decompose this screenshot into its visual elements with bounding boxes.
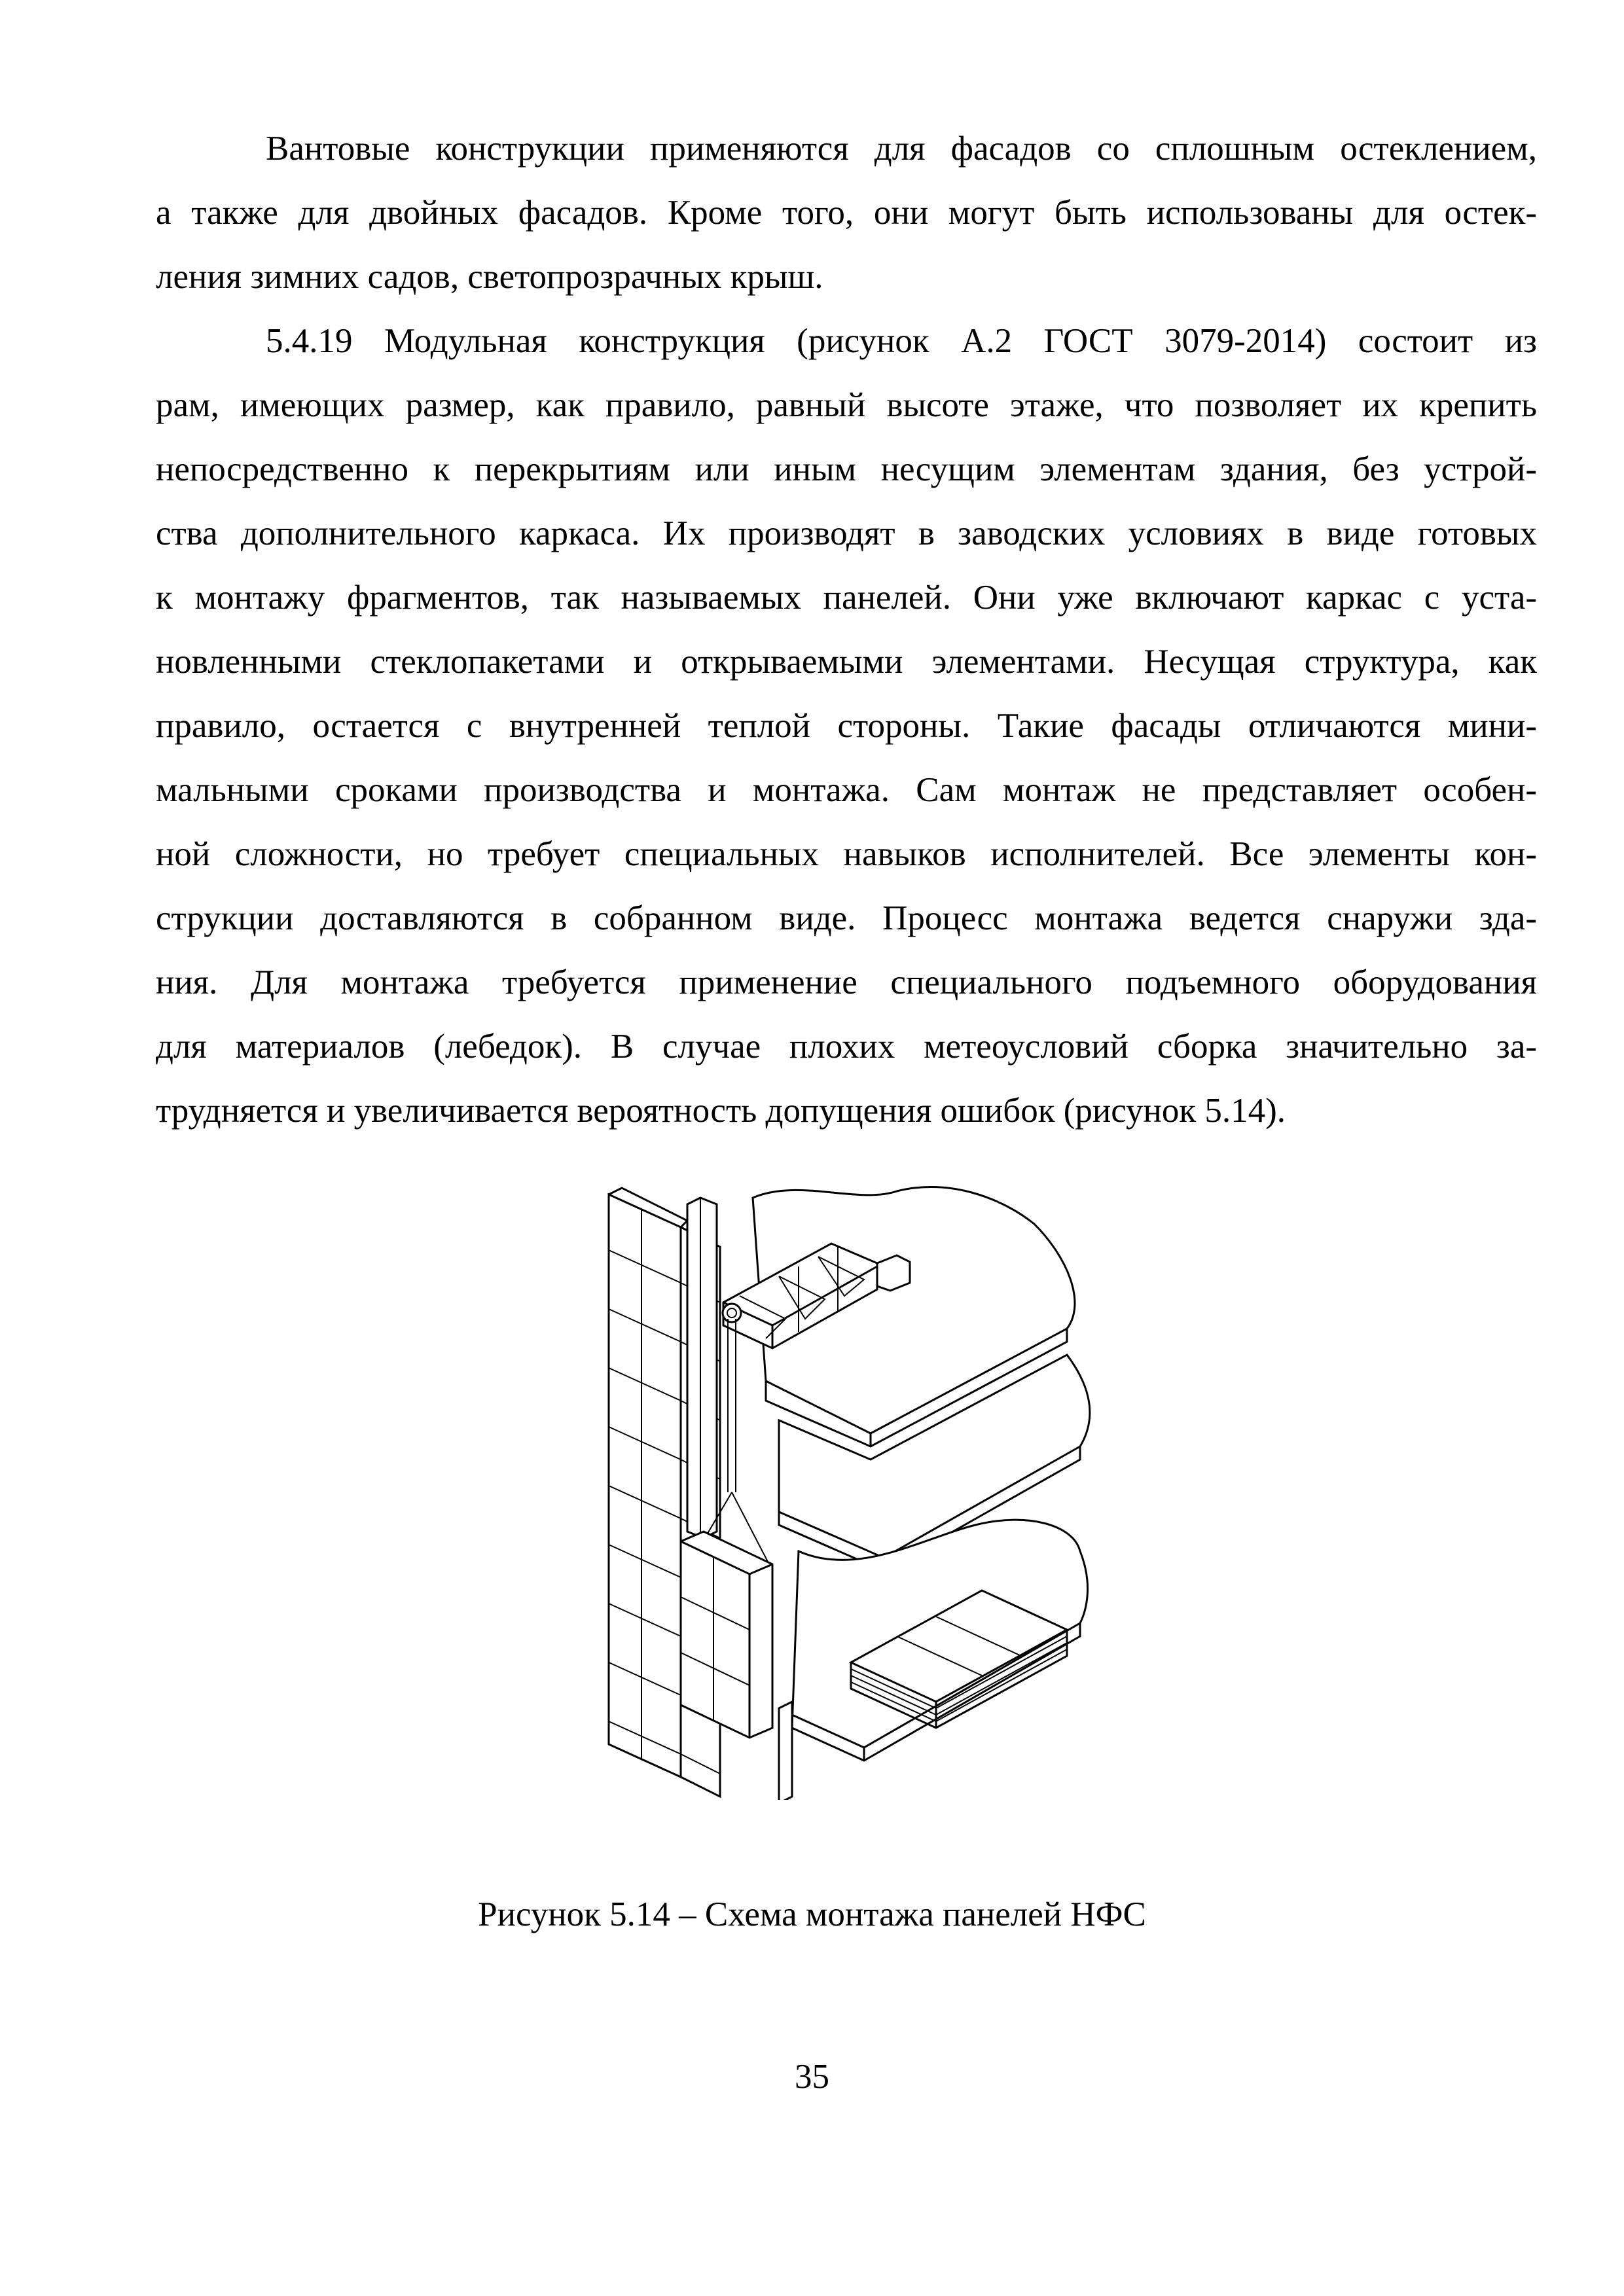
text-line: мальными сроками производства и монтажа. Сам монтаж не представляет особен-	[156, 771, 1537, 809]
mast-column	[687, 1198, 717, 1538]
text-line: правило, остается с внутренней теплой стороны. Такие фасады отличаются мини-	[156, 707, 1537, 745]
panel-installation-drawing	[583, 1185, 1159, 1800]
text-line: Вантовые конструкции применяются для фасадов со сплошным остеклением,	[266, 130, 1537, 168]
text-line: ния. Для монтажа требуется применение специального подъемного оборудования	[156, 963, 1537, 1001]
text-line: трудняется и увеличивается вероятность допущения ошибок (рисунок 5.14).	[156, 1092, 1286, 1130]
text-line: непосредственно к перекрытиям или иным несущим элементам здания, без устрой-	[156, 450, 1537, 488]
text-line: струкции доставляются в собранном виде. Процесс монтажа ведется снаружи зда-	[156, 899, 1537, 937]
lower-facade-panel	[779, 1702, 792, 1800]
text-line: ления зимних садов, светопрозрачных крыш.	[156, 258, 823, 296]
figure-panel-installation	[583, 1185, 1159, 1800]
text-line: ной сложности, но требует специальных навыков исполнителей. Все элементы кон-	[156, 835, 1537, 873]
text-line: рам, имеющих размер, как правило, равный высоте этаже, что позволяет их крепить	[156, 386, 1537, 424]
paragraph-2-text	[156, 309, 1537, 1143]
paragraph-1-text	[156, 117, 1537, 309]
paragraph-1	[156, 117, 1537, 309]
page-number: 35	[795, 2058, 829, 2096]
text-line: а также для двойных фасадов. Кроме того, они могут быть использованы для остек-	[156, 194, 1537, 232]
paragraph-2	[156, 309, 1537, 1143]
text-line: ства дополнительного каркаса. Их производят в заводских условиях в виде готовых	[156, 514, 1537, 552]
text-line: новленными стеклопакетами и открываемыми элементами. Несущая структура, как	[156, 643, 1537, 681]
figure-caption: Рисунок 5.14 – Схема монтажа панелей НФС	[478, 1895, 1146, 1933]
text-line: для материалов (лебедок). В случае плохих метеоусловий сборка значительно за-	[156, 1028, 1537, 1066]
text-line: 5.4.19 Модульная конструкция (рисунок А.2 ГОСТ 3079-2014) состоит из	[266, 322, 1537, 360]
suspended-panel	[681, 1532, 772, 1738]
text-line: к монтажу фрагментов, так называемых панелей. Они уже включают каркас с уста-	[156, 579, 1537, 617]
